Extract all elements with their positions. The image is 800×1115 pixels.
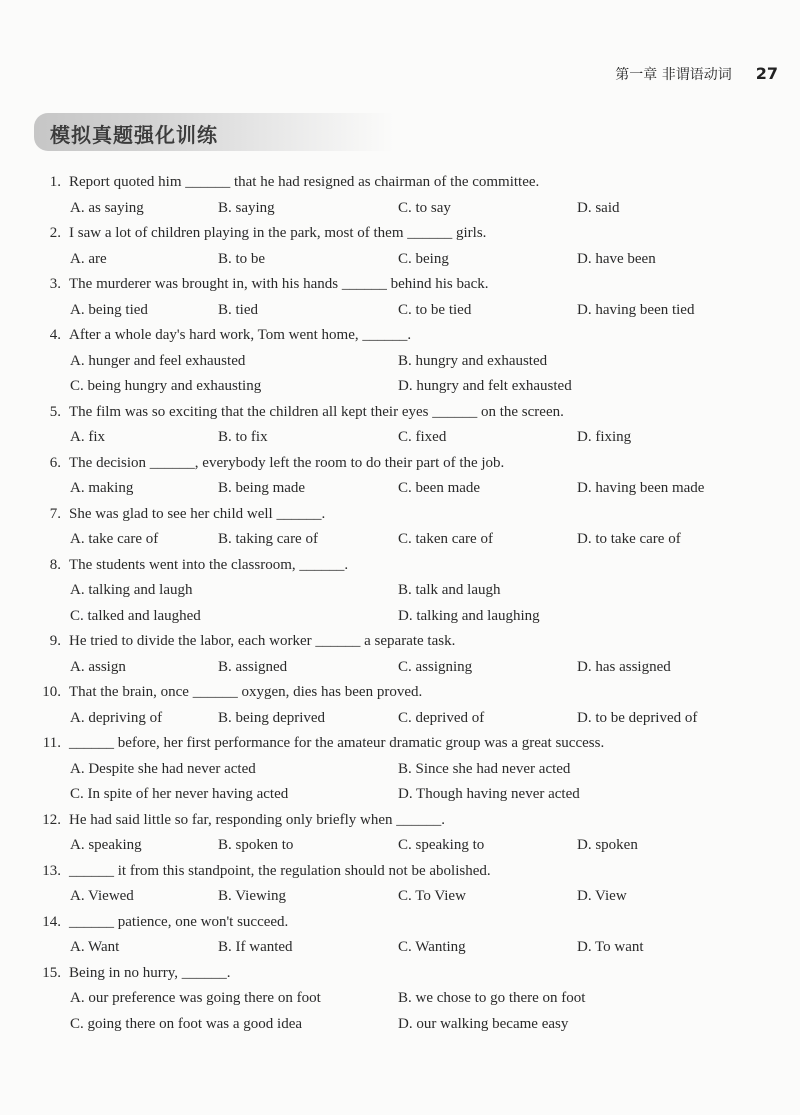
answer-option[interactable]: B. talk and laugh bbox=[398, 582, 501, 598]
question-stem: That the brain, once ______ oxygen, dies has been proved. bbox=[69, 684, 423, 700]
question-number: 5. bbox=[49, 403, 61, 420]
question-stem-line bbox=[0, 859, 800, 885]
answer-option[interactable]: D. to be deprived of bbox=[577, 709, 698, 726]
question-item bbox=[0, 451, 800, 502]
answer-option[interactable]: B. being deprived bbox=[218, 709, 326, 726]
answer-option[interactable]: D. to take care of bbox=[577, 531, 681, 547]
answer-option[interactable]: D. our walking became easy bbox=[398, 1015, 569, 1032]
answer-option[interactable]: B. spoken to bbox=[218, 837, 294, 853]
question-stem: ______ before, her first performance for the amateur dramatic group was a great success. bbox=[69, 735, 605, 751]
question-number: 14. bbox=[42, 913, 61, 930]
options-row bbox=[0, 349, 800, 375]
answer-option[interactable]: B. assigned bbox=[218, 658, 288, 675]
answer-option[interactable]: C. been made bbox=[398, 480, 481, 496]
answer-option[interactable]: D. having been tied bbox=[577, 301, 695, 318]
question-item bbox=[0, 808, 800, 859]
question-number: 13. bbox=[42, 862, 61, 879]
question-stem-line bbox=[0, 680, 800, 706]
question-number: 10. bbox=[42, 684, 61, 700]
question-stem: After a whole day's hard work, Tom went home, ______. bbox=[69, 327, 412, 343]
answer-option[interactable]: C. Wanting bbox=[398, 939, 466, 955]
answer-option[interactable]: C. assigning bbox=[398, 658, 473, 675]
question-stem-line bbox=[0, 910, 800, 936]
question-number: 15. bbox=[42, 964, 61, 981]
answer-option[interactable]: A. hunger and feel exhausted bbox=[70, 352, 246, 369]
question-stem: I saw a lot of children playing in the park, most of them ______ girls. bbox=[69, 225, 487, 241]
question-number: 1. bbox=[49, 174, 61, 190]
question-stem: He tried to divide the labor, each worker ______ a separate task. bbox=[69, 633, 456, 649]
question-stem-line bbox=[0, 272, 800, 298]
options-row bbox=[0, 935, 800, 961]
question-item bbox=[0, 323, 800, 400]
options-row bbox=[0, 986, 800, 1012]
answer-option[interactable]: B. being made bbox=[218, 480, 306, 496]
answer-option[interactable]: C. talked and laughed bbox=[70, 607, 201, 624]
answer-option[interactable]: D. said bbox=[577, 199, 620, 216]
options-row bbox=[0, 655, 800, 681]
options-row bbox=[0, 247, 800, 273]
answer-option[interactable]: A. Want bbox=[70, 939, 120, 955]
page-number: 27 bbox=[755, 64, 778, 83]
question-number: 9. bbox=[49, 633, 61, 649]
answer-option[interactable]: A. take care of bbox=[70, 531, 159, 547]
question-item bbox=[0, 859, 800, 910]
options-row bbox=[0, 884, 800, 910]
question-number: 12. bbox=[42, 811, 61, 828]
answer-option[interactable]: B. we chose to go there on foot bbox=[398, 990, 586, 1006]
question-stem: ______ it from this standpoint, the regulation should not be abolished. bbox=[69, 862, 491, 879]
answer-option[interactable]: A. making bbox=[70, 480, 134, 496]
answer-option[interactable]: C. being hungry and exhausting bbox=[70, 378, 262, 394]
answer-option[interactable]: D. having been made bbox=[577, 480, 705, 496]
question-stem-line bbox=[0, 323, 800, 349]
answer-option[interactable]: B. hungry and exhausted bbox=[398, 352, 548, 369]
answer-option[interactable]: C. to be tied bbox=[398, 301, 472, 318]
answer-option[interactable]: C. to say bbox=[398, 199, 451, 216]
question-stem: ______ patience, one won't succeed. bbox=[69, 913, 289, 930]
answer-option[interactable]: A. fix bbox=[70, 429, 105, 445]
question-number: 2. bbox=[49, 225, 61, 241]
answer-option[interactable]: D. View bbox=[577, 888, 627, 904]
answer-option[interactable]: B. If wanted bbox=[218, 939, 293, 955]
answer-option[interactable]: C. going there on foot was a good idea bbox=[70, 1015, 303, 1032]
answer-option[interactable]: C. In spite of her never having acted bbox=[70, 786, 289, 802]
answer-option[interactable]: D. has assigned bbox=[577, 658, 671, 675]
question-stem-line bbox=[0, 731, 800, 757]
answer-option[interactable]: A. Despite she had never acted bbox=[70, 760, 256, 777]
answer-option[interactable]: B. to be bbox=[218, 250, 266, 267]
question-list bbox=[0, 170, 800, 1037]
answer-option[interactable]: D. hungry and felt exhausted bbox=[398, 378, 572, 394]
options-row bbox=[0, 298, 800, 324]
answer-option[interactable]: D. To want bbox=[577, 939, 644, 955]
options-row bbox=[0, 374, 800, 400]
answer-option[interactable]: D. talking and laughing bbox=[398, 607, 540, 624]
options-row bbox=[0, 782, 800, 808]
question-stem-line bbox=[0, 808, 800, 834]
answer-option[interactable]: C. To View bbox=[398, 888, 466, 904]
question-stem-line bbox=[0, 502, 800, 528]
question-stem-line bbox=[0, 451, 800, 477]
answer-option[interactable]: B. saying bbox=[218, 199, 275, 216]
answer-option[interactable]: A. talking and laugh bbox=[70, 582, 193, 598]
question-item bbox=[0, 272, 800, 323]
question-stem-line bbox=[0, 400, 800, 426]
question-stem-line bbox=[0, 629, 800, 655]
question-number: 7. bbox=[49, 505, 61, 522]
answer-option[interactable]: A. speaking bbox=[70, 837, 142, 853]
question-number: 8. bbox=[49, 556, 61, 573]
answer-option[interactable]: C. speaking to bbox=[398, 837, 485, 853]
answer-option[interactable]: D. Though having never acted bbox=[398, 786, 580, 802]
question-stem: The decision ______, everybody left the room to do their part of the job. bbox=[69, 454, 505, 471]
answer-option[interactable]: A. depriving of bbox=[70, 709, 163, 726]
question-stem: The murderer was brought in, with his hands ______ behind his back. bbox=[69, 276, 489, 292]
answer-option[interactable]: B. taking care of bbox=[218, 531, 318, 547]
question-stem: The film was so exciting that the children all kept their eyes ______ on the screen. bbox=[69, 403, 564, 420]
options-row bbox=[0, 1012, 800, 1038]
question-stem: She was glad to see her child well ______. bbox=[69, 505, 326, 522]
answer-option[interactable]: C. fixed bbox=[398, 429, 447, 445]
options-row bbox=[0, 604, 800, 630]
question-item bbox=[0, 910, 800, 961]
question-stem: Being in no hurry, ______. bbox=[69, 964, 231, 981]
question-item bbox=[0, 553, 800, 630]
answer-option[interactable]: B. Since she had never acted bbox=[398, 760, 571, 777]
question-stem: He had said little so far, responding only briefly when ______. bbox=[69, 811, 445, 828]
answer-option[interactable]: B. to fix bbox=[218, 429, 268, 445]
question-number: 11. bbox=[42, 735, 61, 751]
answer-option[interactable]: A. our preference was going there on foot bbox=[70, 990, 321, 1006]
question-stem: The students went into the classroom, ______. bbox=[69, 556, 349, 573]
answer-option[interactable]: A. assign bbox=[70, 658, 126, 675]
options-row bbox=[0, 196, 800, 222]
question-item bbox=[0, 629, 800, 680]
running-header bbox=[615, 64, 778, 84]
question-item bbox=[0, 731, 800, 808]
chapter-title: 第一章 非谓语动词 bbox=[615, 67, 732, 83]
options-row bbox=[0, 527, 800, 553]
question-item bbox=[0, 961, 800, 1038]
options-row bbox=[0, 706, 800, 732]
question-number: 6. bbox=[49, 454, 61, 471]
answer-option[interactable]: D. have been bbox=[577, 250, 656, 267]
answer-option[interactable]: B. tied bbox=[218, 301, 258, 318]
answer-option[interactable]: C. deprived of bbox=[398, 709, 485, 726]
answer-option[interactable]: A. being tied bbox=[70, 301, 148, 318]
question-item bbox=[0, 680, 800, 731]
answer-option[interactable]: C. being bbox=[398, 250, 449, 267]
answer-option[interactable]: A. are bbox=[70, 250, 107, 267]
question-stem-line bbox=[0, 961, 800, 987]
answer-option[interactable]: B. Viewing bbox=[218, 888, 286, 904]
answer-option[interactable]: A. Viewed bbox=[70, 888, 134, 904]
question-item bbox=[0, 221, 800, 272]
options-row bbox=[0, 425, 800, 451]
options-row bbox=[0, 833, 800, 859]
question-stem-line bbox=[0, 221, 800, 247]
answer-option[interactable]: C. taken care of bbox=[398, 531, 493, 547]
question-number: 4. bbox=[49, 327, 61, 343]
question-item bbox=[0, 170, 800, 221]
answer-option[interactable]: D. spoken bbox=[577, 837, 638, 853]
options-row bbox=[0, 578, 800, 604]
question-stem-line bbox=[0, 553, 800, 579]
question-number: 3. bbox=[49, 276, 61, 292]
section-banner bbox=[34, 113, 394, 151]
answer-option[interactable]: A. as saying bbox=[70, 199, 144, 216]
question-stem-line bbox=[0, 170, 800, 196]
answer-option[interactable]: D. fixing bbox=[577, 429, 632, 445]
question-item bbox=[0, 502, 800, 553]
question-stem: Report quoted him ______ that he had resigned as chairman of the committee. bbox=[69, 174, 540, 190]
question-item bbox=[0, 400, 800, 451]
options-row bbox=[0, 476, 800, 502]
options-row bbox=[0, 757, 800, 783]
section-title: 模拟真题强化训练 bbox=[50, 123, 218, 147]
